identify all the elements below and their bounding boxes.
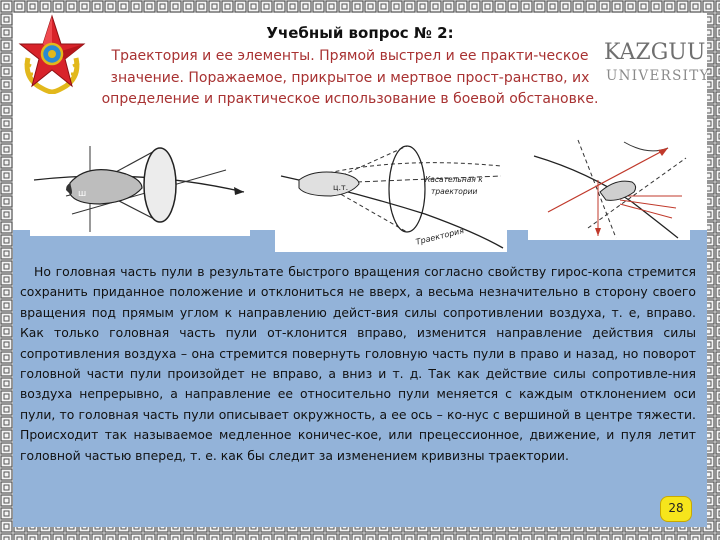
slide-title: Учебный вопрос № 2: bbox=[266, 24, 454, 42]
figure-precession bbox=[275, 136, 507, 252]
page-number-badge bbox=[660, 496, 692, 522]
logo-subtext: UNIVERSITY bbox=[606, 68, 710, 84]
page-number: 28 bbox=[668, 501, 684, 515]
figure-bullet-cone bbox=[30, 136, 250, 236]
army-star-emblem bbox=[18, 14, 86, 94]
figure-label-center: ц.т. bbox=[333, 183, 349, 192]
kazguu-logo bbox=[604, 40, 710, 94]
figure-label-trajectory: Траектория bbox=[414, 226, 465, 247]
body-paragraph: Но головная часть пули в результате быстрого вращения согласно свойству гирос-копа стремится сохранить приданное положение и отклониться не вверх, а весьма незначительно в сторону своего вращения под прямым углом к направлению дейст-вия силы сопротивлении воздуха, т. е, вправо. Как только головная часть пули от-клонится вправо, изменится направление действия силы сопротивления воздуха – она стремится повернуть головную часть пули в право и назад, но поворот головной части пули произойдет не вправо, а вниз и т. д. Так как действие силы сопротивле-ния воздуха непрерывно, а направление ее относительно пули меняется с каждым отклонением оси пули, то головная часть пули описывает окружность, а ее ось – ко-нус с вершиной в центре тяжести. Происходит так называемое медленное коничес-кое, или прецессионное, движение, и пуля летит головной частью вперед, т. е. как бы следит за изменением кривизны траектории. bbox=[20, 264, 696, 463]
figure-force-diagram bbox=[528, 136, 690, 240]
figure-label-sh: ш bbox=[78, 189, 87, 199]
figure-label-tangent-1: Касательная к bbox=[425, 175, 483, 184]
figure-label-tangent-2: траектории bbox=[431, 187, 478, 196]
slide-subtitle: Траектория и ее элементы. Прямой выстрел и ее практи-ческое значение. Поражаемое, прикрытое и мертвое прост-ранство, их определение и практическое использование в боевой обстановке. bbox=[101, 48, 599, 107]
logo-wordmark: KAZGUU bbox=[604, 40, 706, 65]
